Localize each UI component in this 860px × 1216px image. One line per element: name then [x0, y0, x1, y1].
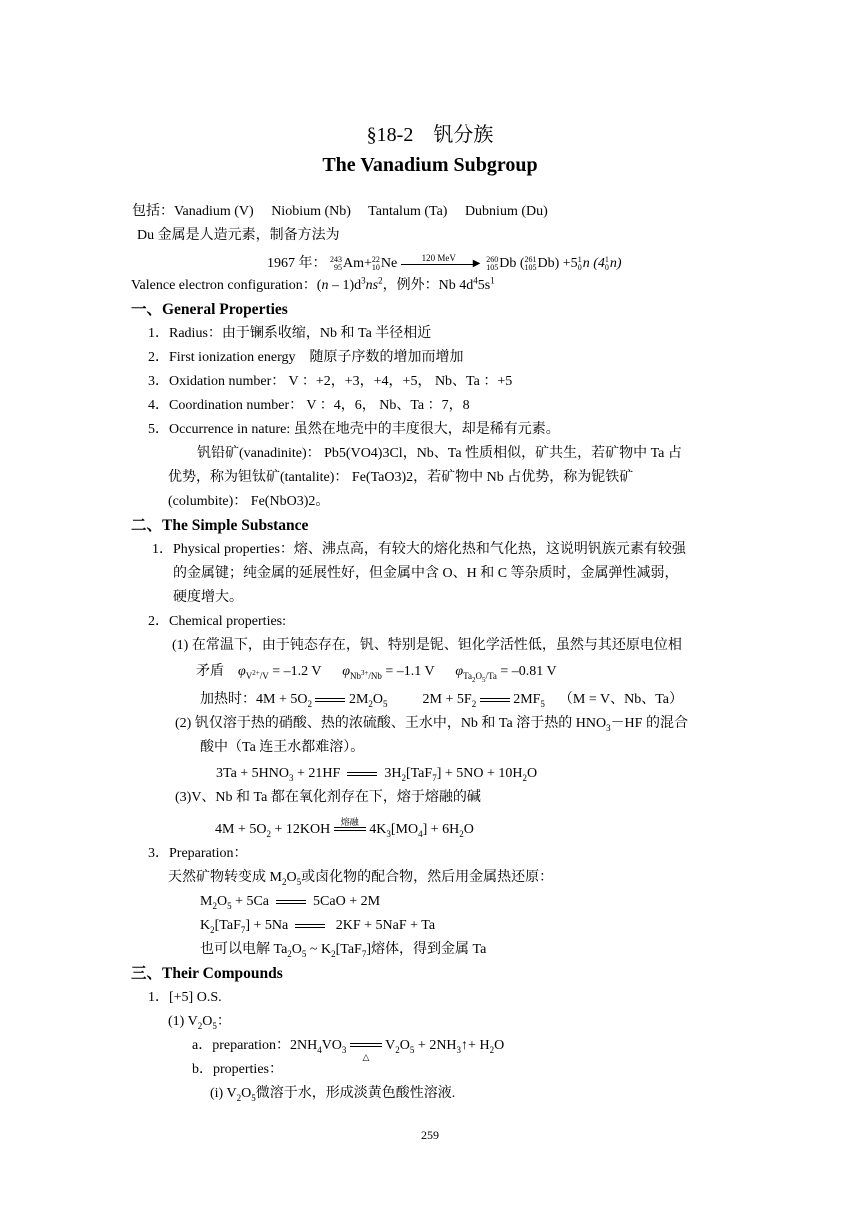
electrolysis-line: 也可以电解 $Ta_2O_5$ ~ $K_2[TaF_7]$熔体，得到金属 Ta: [200, 942, 487, 959]
chemical-2-line-2: 酸中（Ta 连王水都难溶）。: [200, 740, 365, 755]
v2o5-heading: (1) $V_2O_5$：: [168, 1014, 231, 1031]
chemical-2-line-1: (2) 钒仅溶于热的硝酸、热的浓硫酸、王水中，Nb 和 Ta 溶于热的 $HNO_3-HF$ 的混合: [175, 716, 688, 733]
section-title-en: The Vanadium Subgroup: [322, 154, 538, 176]
preparation-heading: 3．Preparation：: [148, 846, 248, 861]
v2o5-preparation: a．preparation：$2NH_4VO_3$ △ $V_2O_5$ + $2NH_3↑+ H_2O$: [192, 1038, 505, 1062]
nuclear-reaction: 1967 年： 243 95Am+22 10Ne 120 MeV ▶ 260 105Db (261 105Db) +51 0n (41 0n): [267, 252, 622, 272]
v2o5-properties-heading: b．properties：: [192, 1062, 283, 1077]
includes-line: 包括：Vanadium (V) Niobium (Nb) Tantalum (Ta) Dubnium (Du): [132, 204, 548, 219]
physical-line-3: 硬度增大。: [173, 590, 243, 605]
du-note: Du 金属是人造元素，制备方法为: [137, 228, 340, 243]
heating-reactions: 加热时：$4M + 5O_2$ $2M_2O_5$ $2M + 5F_2$ $2MF_5$ （M = V、Nb、Ta）: [200, 692, 684, 709]
page-number: 259: [421, 1128, 439, 1142]
physical-line-2: 的金属键；纯金属的延展性好，但金属中含 O、H 和 C 等杂质时，金属弹性减弱，: [173, 566, 679, 581]
list-item: 5．Occurrence in nature: 虽然在地壳中的丰度很大，却是稀有元素。: [148, 422, 560, 437]
ca-reduction-equation: $M_2O_5 + 5Ca$ 5CaO + 2M: [200, 894, 381, 911]
occurrence-line-2: 优势，称为钽钛矿(tantalite)： Fe(TaO3)2，若矿物中 Nb 占优势，称为铌铁矿: [168, 470, 634, 485]
potential-line: 矛盾 $\varphi_{V^{2+}/V} = -1.2$ V $\varphi_{Nb^{3+}/Nb} = -1.1$ V $\varphi_{Ta_2O_5/Ta} = -0.81$ V: [196, 664, 557, 684]
alkali-fusion-equation: $4M + 5O_2 + 12KOH$ 熔融 $4K_3[MO_4] + 6H_2O$: [215, 816, 474, 839]
valence-config: Valence electron configuration：$(n - 1)d^3ns^2$，例外：Nb $4d^45s^1$: [131, 275, 495, 293]
list-item: 1．Radius：由于镧系收缩，Nb 和 Ta 半径相近: [148, 326, 432, 341]
preparation-line: 天然矿物转变成 $M_2O_5$或卤化物的配合物，然后用金属热还原：: [168, 870, 554, 887]
occurrence-line-1: 钒铅矿(vanadinite)： Pb5(VO4)3Cl，Nb、Ta 性质相似，矿共生，若矿物中 Ta 占: [197, 446, 682, 461]
heading-general-properties: 一、General Properties: [131, 301, 288, 318]
heading-simple-substance: 二、The Simple Substance: [131, 517, 309, 534]
section-title-cn: §18-2 钒分族: [366, 124, 494, 146]
reaction-arrow: 120 MeV ▶: [401, 257, 483, 271]
physical-line-1: 1．Physical properties：熔、沸点高，有较大的熔化热和气化热，这说明钒族元素有较强: [152, 542, 686, 557]
list-item: 4．Coordination number： V ：4，6， Nb、Ta ：7，8: [148, 398, 470, 413]
heading-compounds: 三、Their Compounds: [131, 965, 283, 982]
chemical-3-line: (3)V、Nb 和 Ta 都在氧化剂存在下，熔于熔融的碱: [175, 790, 481, 805]
list-item: 3．Oxidation number： V ：+2，+3，+4，+5， Nb、Ta ：+5: [148, 374, 513, 389]
list-item: 2．First ionization energy 随原子序数的增加而增加: [148, 350, 464, 365]
chemical-1-line-1: (1) 在常温下，由于钝态存在，钒、特别是铌、钽化学活性低，虽然与其还原电位相: [172, 638, 682, 653]
chemical-heading: 2．Chemical properties:: [148, 614, 287, 629]
v2o5-property-1: (i) $V_2O_5$微溶于水，形成淡黄色酸性溶液.: [210, 1086, 456, 1103]
ta-dissolution-equation: $3Ta + 5HNO_3 + 21HF$ $3H_2[TaF_7] + 5NO + 10H_2O$: [216, 766, 538, 783]
oxidation-state-heading: 1．[+5] O.S.: [148, 990, 222, 1005]
occurrence-line-3: (columbite)： Fe(NbO3)2。: [168, 494, 330, 509]
na-reduction-equation: $K_2[TaF_7] + 5Na$ 2KF + 5NaF + Ta: [200, 918, 436, 935]
